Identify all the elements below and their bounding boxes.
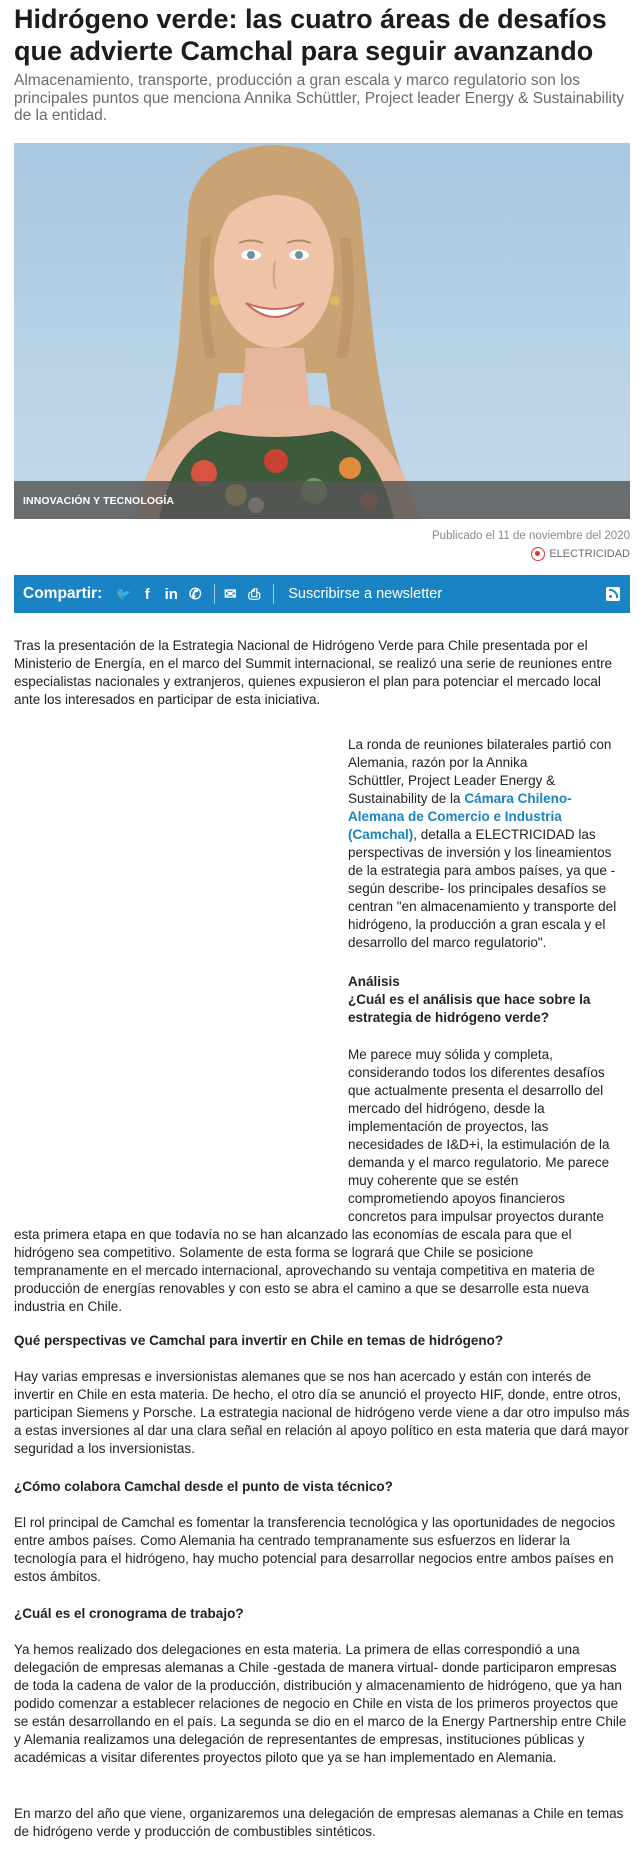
answer-2: Hay varias empresas e inversionistas alemanes que se nos han acercado y están con interés de invertir en Chile en esta materia. De hecho, el otro día se anunció el proyecto HIF, donde, entre otros, participan Siemens y Porsche. La estrategia nacional de hidrógeno verde viene a dar otro impulso más a estas inversiones al dar una clara señal en relación al apoyo político en esta materia que dará mayor seguridad a los inversionistas. xyxy=(14,1369,630,1456)
text-line: considerando todos los diferentes desafíos xyxy=(348,1065,605,1080)
whatsapp-icon[interactable]: ✆ xyxy=(188,586,202,603)
text-line: ¿Cuál es el análisis que hace sobre la xyxy=(348,992,591,1007)
share-label: Compartir: xyxy=(23,585,103,602)
camchal-link-abbr[interactable]: (Camchal) xyxy=(348,827,414,842)
text-line: implementación de proyectos, las xyxy=(348,1119,549,1134)
answer-4: Ya hemos realizado dos delegaciones en esta materia. La primera de ellas correspondió a una delegación de empresas alemanas a Chile -gestada de manera virtual- donde participaron empresas de toda la cadena de valor de la producción, distribución y almacenamiento de hidrógeno, que ya han podido comenzar a establecer relaciones de negocio en Chile en vista de los primeros proyectos que se están desarrollando en el país. La segunda se dio en el marco de la Energy Partnership entre Chile y Alemania realizamos una delegación de representantes de empresas, instituciones públicas y académicas a visitar diferentes proyectos piloto que ya se han implementado en Alemania. xyxy=(14,1642,627,1765)
text-span: Sustainability de la xyxy=(348,791,465,806)
share-divider xyxy=(214,584,215,604)
paragraph-camchal xyxy=(348,736,630,952)
text-line: que actualmente presenta el desarrollo del xyxy=(348,1083,604,1098)
facebook-icon[interactable]: f xyxy=(144,585,150,603)
linkedin-icon[interactable]: in xyxy=(164,585,178,603)
text-line: comprometiendo apoyos financieros xyxy=(348,1191,565,1206)
text-line: La ronda de reuniones bilaterales partió con xyxy=(348,737,612,752)
text-line: Me parece muy sólida y completa, xyxy=(348,1047,553,1062)
text-line: producción de energías renovables y con esto se abra el camino a que se desarrolle esta nueva xyxy=(14,1281,589,1296)
question-4: ¿Cuál es el cronograma de trabajo? xyxy=(14,1606,244,1621)
text-line: Alemania, razón por la Annika xyxy=(348,755,528,770)
answer-1-full xyxy=(14,1226,630,1316)
text-line: esta primera etapa en que todavía no se han alcanzado las economías de escala para que el xyxy=(14,1227,572,1242)
twitter-icon[interactable]: 🐦 xyxy=(116,587,132,601)
text-line: de la estrategia para ambos países, ya que - xyxy=(348,863,616,878)
question-3: ¿Cómo colabora Camchal desde el punto de vista técnico? xyxy=(14,1479,393,1494)
text-line: muy coherente que se estén xyxy=(348,1173,519,1188)
portrait-illustration xyxy=(14,143,630,519)
question-2: Qué perspectivas ve Camchal para invertir en Chile en temas de hidrógeno? xyxy=(14,1333,504,1348)
answer-3: El rol principal de Camchal es fomentar la transferencia tecnológica y las oportunidades de negocios entre ambos países. Como Alemania ha centrado tempranamente sus esfuerzos en liderar la tecnología para el hidrógeno, hay mucho potencial para desarrollar negocios entre ambos países en estos ámbitos. xyxy=(14,1515,616,1584)
text-line: concretos para impulsar proyectos durante xyxy=(348,1209,604,1224)
analisis-heading: Análisis xyxy=(348,974,400,989)
text-line: perspectivas de inversión y los lineamientos xyxy=(348,845,612,860)
article-subtitle: Almacenamiento, transporte, producción a gran escala y marco regulatorio son los principales puntos que menciona Annika Schüttler, Project leader Energy & Sustainability de la entidad. xyxy=(14,72,625,124)
text-line: demanda y el marco regulatorio. Me parece xyxy=(348,1155,610,1170)
text-span: , detalla a ELECTRICIDAD las xyxy=(413,827,596,842)
hero-image xyxy=(14,143,630,519)
answer-1-column xyxy=(348,1046,630,1226)
category-label: ELECTRICIDAD xyxy=(549,548,630,560)
text-line: estrategia de hidrógeno verde? xyxy=(348,1010,550,1025)
print-icon[interactable]: ⎙ xyxy=(248,585,261,603)
intro-paragraph: Tras la presentación de la Estrategia Nacional de Hidrógeno Verde para Chile presentada por el Ministerio de Energía, en el marco del Summit internacional, se realizó una serie de reuniones entre especialistas nacionales y extranjeros, quienes expusieron el plan para potenciar el mercado local ante los interesados en participar de esta iniciativa. xyxy=(14,638,613,707)
camchal-link-line[interactable]: Alemana de Comercio e Industria xyxy=(348,809,562,824)
publish-date: Publicado el 11 de noviembre del 2020 xyxy=(432,530,630,542)
text-line xyxy=(348,826,630,844)
rss-icon[interactable] xyxy=(606,587,620,601)
share-bar xyxy=(14,575,630,613)
section-tag[interactable]: INNOVACIÓN Y TECNOLOGÍA xyxy=(23,495,175,507)
text-line: hidrógeno sea competitivo. Solamente de esta forma se logrará que Chile se posicione xyxy=(14,1245,534,1260)
text-line: según describe- los principales desafíos se xyxy=(348,881,607,896)
share-divider-2 xyxy=(273,584,274,604)
camchal-link[interactable]: Cámara Chileno- xyxy=(464,791,572,806)
target-icon xyxy=(531,547,545,561)
text-line: mercado del hidrógeno, desde la xyxy=(348,1101,545,1116)
text-line: necesidades de I&D+i, la estimulación de la xyxy=(348,1137,610,1152)
category-link[interactable] xyxy=(531,547,630,561)
text-line: centran "en almacenamiento y transporte del xyxy=(348,899,617,914)
text-line: industria en Chile. xyxy=(14,1299,123,1314)
article-title: Hidrógeno verde: las cuatro áreas de desafíos que advierte Camchal para seguir avanzando xyxy=(14,4,607,66)
email-icon[interactable]: ✉ xyxy=(223,586,237,603)
question-1 xyxy=(348,991,630,1027)
newsletter-link[interactable]: Suscribirse a newsletter xyxy=(288,586,443,602)
text-line: Schüttler, Project Leader Energy & xyxy=(348,773,556,788)
answer-5: En marzo del año que viene, organizaremos una delegación de empresas alemanas a Chile en temas de hidrógeno verde y producción de combustibles sintéticos. xyxy=(14,1806,624,1839)
text-line: hidrógeno, la producción a gran escala y el xyxy=(348,917,606,932)
text-line: desarrollo del marco regulatorio". xyxy=(348,935,547,950)
text-line xyxy=(348,790,630,808)
text-line: tempranamente en el mercado internacional, aprovechando su ventaja competitiva en materia de xyxy=(14,1263,595,1278)
